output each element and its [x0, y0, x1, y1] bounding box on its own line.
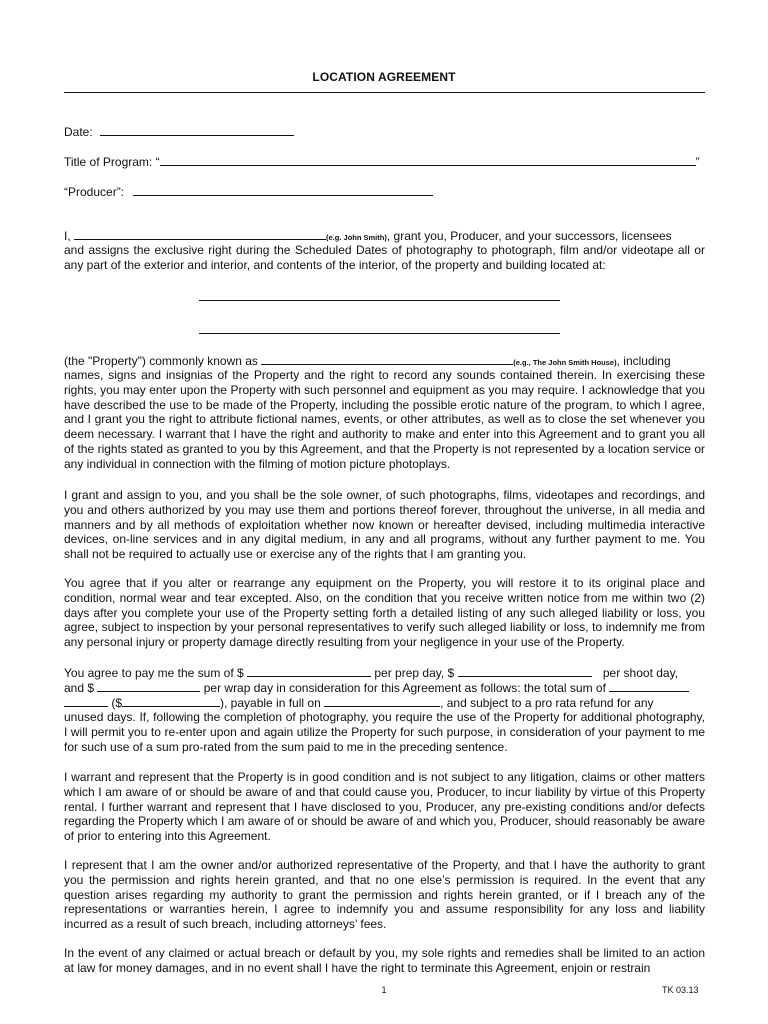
total-sum-prefix-blank[interactable]	[64, 695, 108, 707]
restore-paragraph: You agree that if you alter or rearrange any equipment on the Property, you will restore it to its original place and condition, normal wear and tear excepted. Also, on the condition that you receive written notice from me within two (2) days after you complete your use of the Property setting forth a detailed listing of any such alleged liability or loss, you agree, subject to inspection by your personal representatives to verify such alleged liability or loss, to indemnify me from any personal injury or property damage directly resulting from your negligence in your use of the Property.	[64, 576, 705, 650]
program-blank[interactable]	[160, 154, 696, 166]
payment-text-5: per wrap day in consideration for this Agreement as follows: the total sum of	[203, 681, 606, 695]
payment-line-2	[64, 680, 689, 695]
document-title: LOCATION AGREEMENT	[312, 70, 456, 84]
producer-row	[64, 184, 433, 199]
date-row	[64, 124, 294, 139]
owner-paragraph: I represent that I am the owner and/or authorized representative of the Property, and that I have the authority to grant you the permission and rights herein granted, and that no one else’s permission is required. In the event that any question arises regarding my authority to grant the permission and rights herein granted, or if I breach any of the representations or warranties herein, I agree to indemnify you and assume responsibility for any loss and liability incurred as a result of such breach, including attorneys’ fees.	[64, 858, 705, 932]
wrap-day-blank[interactable]	[97, 680, 200, 692]
property-prefix: (the "Property") commonly known as	[64, 354, 258, 368]
warrant-paragraph: I warrant and represent that the Property is in good condition and is not subject to any litigation, claims or other matters which I am aware of or should be aware of and that could cause you, Producer, to incur liability by virtue of this Property rental. I further warrant and represent that I have disclosed to you, Producer, any pre-existing conditions and/or defects regarding the Property which I am aware of or should be aware of and which you, Producer, should reasonably be aware of prior to entering into this Agreement.	[64, 770, 705, 844]
property-body: names, signs and insignias of the Property and the right to record any sounds contained therein. In exercising these rights, you may enter upon the Property with such personnel and equipment as you may require. I acknowledge that you have described the use to be made of the Property, including the possible erotic nature of the program, to which I agree, and I grant you the right to attribute fictional names, events, or other attributes, as well as to close the set whenever you deem necessary. I warrant that I have the right and authority to make and enter into this Agreement and to grant you all of the rights stated as granted to you by this Agreement, and that the Property is not represented by a location service or any individual in connection with the filming of motion picture photoplays.	[64, 368, 705, 471]
program-close-quote: ”	[695, 155, 700, 169]
address-line-1[interactable]	[199, 300, 560, 301]
date-label: Date:	[64, 125, 93, 139]
payment-text-2: per prep day, $	[374, 666, 455, 680]
program-label: Title of Program: “	[64, 155, 160, 169]
payment-rest: unused days. If, following the completion of photography, you require the use of the Property for additional photography, I will permit you to re-enter upon and again utilize the Property for such purpose, in consideration of your payment to me for such use of a sum pro-rated from the sum paid to me in the preceding sentence.	[64, 710, 705, 754]
payment-text-8: , and subject to a pro rata refund for any	[440, 696, 654, 710]
prep-day-blank[interactable]	[247, 665, 371, 677]
grantor-example: (e.g. John Smith)	[326, 233, 387, 242]
payment-text-3: per shoot day,	[602, 666, 679, 680]
payment-text-4: and $	[64, 681, 95, 695]
intro-rest: , grant you, Producer, and your successors, licensees	[386, 229, 672, 243]
payment-text-7: ), payable in full on	[220, 696, 321, 710]
total-sum-words-blank[interactable]	[609, 680, 689, 692]
total-sum-amount-blank[interactable]	[122, 695, 220, 707]
payment-text-6: ($	[111, 696, 123, 710]
program-row	[64, 154, 700, 169]
producer-blank[interactable]	[133, 184, 433, 196]
property-example: (e.g., The John Smith House)	[513, 358, 617, 367]
property-name-blank[interactable]	[261, 353, 513, 365]
payment-text-1: You agree to pay me the sum of $	[64, 666, 244, 680]
document-code: TK 03.13	[662, 985, 699, 995]
grantor-name-blank[interactable]	[74, 228, 326, 240]
page-number: 1	[381, 985, 387, 995]
breach-paragraph: In the event of any claimed or actual breach or default by you, my sole rights and remedies shall be limited to an action at law for money damages, and in no event shall I have the right to terminate this Agreement, enjoin or restrain	[64, 946, 705, 975]
payment-line-3	[64, 695, 654, 710]
intro-body: and assigns the exclusive right during the Scheduled Dates of photography to photograph, film and/or videotape all or any part of the exterior and interior, and contents of the interior, of the property and building located at:	[64, 243, 705, 272]
address-line-2[interactable]	[199, 333, 560, 334]
grant-paragraph: I grant and assign to you, and you shall be the sole owner, of such photographs, films, videotapes and recordings, and you and others authorized by you may use them and portions thereof forever, throughout the universe, in all media and manners and by all methods of exploitation whether now known or hereafter devised, including multimedia interactive devices, on-line services and in any digital medium, in any and all programs, without any further payment to me. You shall not be required to actually use or exercise any of the rights that I am granting you.	[64, 488, 705, 562]
producer-label: “Producer”:	[64, 185, 125, 199]
property-rest: , including	[616, 354, 671, 368]
payable-date-blank[interactable]	[324, 695, 440, 707]
title-rule	[64, 92, 705, 93]
date-blank[interactable]	[100, 124, 294, 136]
payment-line-1	[64, 665, 678, 680]
intro-prefix: I,	[64, 229, 71, 243]
shoot-day-blank[interactable]	[458, 665, 592, 677]
